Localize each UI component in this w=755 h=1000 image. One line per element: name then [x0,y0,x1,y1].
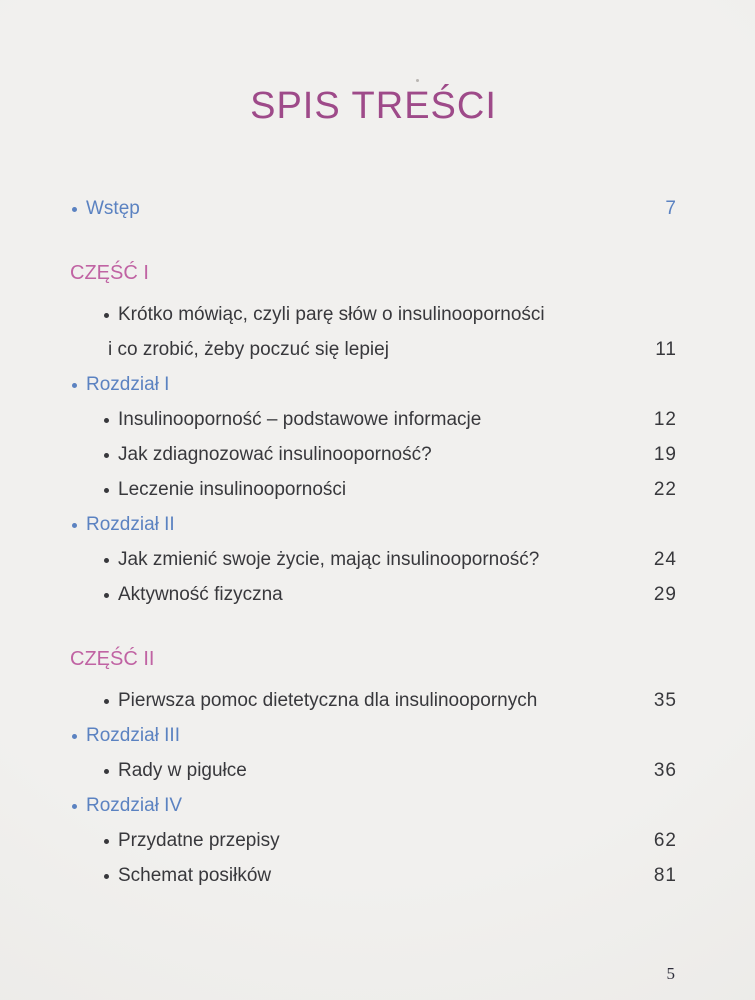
bullet-icon [104,313,109,318]
toc-entry [104,542,677,577]
toc-entry-label: Insulinooporność – podstawowe informacje [118,409,482,430]
toc-entry-wstep [72,191,677,226]
toc-entry-label-line2: i co zrobić, żeby poczuć się lepiej [108,339,389,360]
toc-entry-label: Leczenie insulinooporności [118,479,347,500]
toc-chapter-1 [72,367,677,402]
toc-entry-label: Aktywność fizyczna [118,584,283,605]
bullet-icon [104,769,109,774]
toc-entry-label: Wstęp [86,198,140,219]
toc-chapter-3 [72,718,677,753]
chapter-label: Rozdział I [86,374,170,395]
bullet-icon [104,558,109,563]
toc-entry-page: 7 [665,198,677,219]
scan-speck [416,79,419,82]
toc-entry-label: Jak zmienić swoje życie, mając insulinooporność? [118,549,540,570]
toc-entry-label: Przydatne przepisy [118,830,280,851]
toc-chapter-4 [72,788,677,823]
bullet-icon [104,418,109,423]
bullet-icon [72,734,77,739]
bullet-icon [72,207,77,212]
part-heading-label: CZĘŚĆ I [70,262,149,284]
page-title: SPIS TREŚCI [250,85,497,127]
toc-part-heading-2 [70,642,677,677]
toc-entry-label: Rady w pigułce [118,760,247,781]
toc-entry [104,577,677,612]
bullet-icon [72,523,77,528]
toc-entry [104,472,677,507]
toc-entry-page: 12 [653,409,677,430]
toc-entry [104,753,677,788]
bullet-icon [104,488,109,493]
chapter-label: Rozdział II [86,514,175,535]
bullet-icon [72,804,77,809]
bullet-icon [104,453,109,458]
toc-entry-lines [104,297,635,367]
bullet-icon [104,593,109,598]
toc-entry [104,858,677,893]
toc-entry-label: Schemat posiłków [118,865,272,886]
toc-entry [104,823,677,858]
toc-entry-label-line1: Krótko mówiąc, czyli parę słów o insulinooporności [118,304,545,325]
bullet-icon [104,699,109,704]
toc-entry-page: 81 [653,865,677,886]
toc-entry-page: 22 [653,479,677,500]
toc-part-heading-1 [70,256,677,291]
bullet-icon [104,839,109,844]
toc-entry-page: 24 [653,549,677,570]
toc-entry [104,437,677,472]
bullet-icon [104,874,109,879]
toc-entry [104,683,677,718]
toc-entry [104,402,677,437]
table-of-contents [70,191,677,893]
toc-entry-page: 29 [653,584,677,605]
toc-entry-page: 11 [655,339,677,360]
toc-entry [104,297,677,367]
bullet-icon [72,383,77,388]
toc-entry-page: 36 [653,760,677,781]
toc-entry-label: Jak zdiagnozować insulinooporność? [118,444,432,465]
toc-entry-page: 62 [653,830,677,851]
toc-chapter-2 [72,507,677,542]
page-footer-number: 5 [666,964,675,983]
chapter-label: Rozdział IV [86,795,183,816]
part-heading-label: CZĘŚĆ II [70,648,155,670]
toc-entry-page: 19 [653,444,677,465]
chapter-label: Rozdział III [86,725,180,746]
toc-entry-label: Pierwsza pomoc dietetyczna dla insulinoopornych [118,690,538,711]
toc-entry-page: 35 [653,690,677,711]
